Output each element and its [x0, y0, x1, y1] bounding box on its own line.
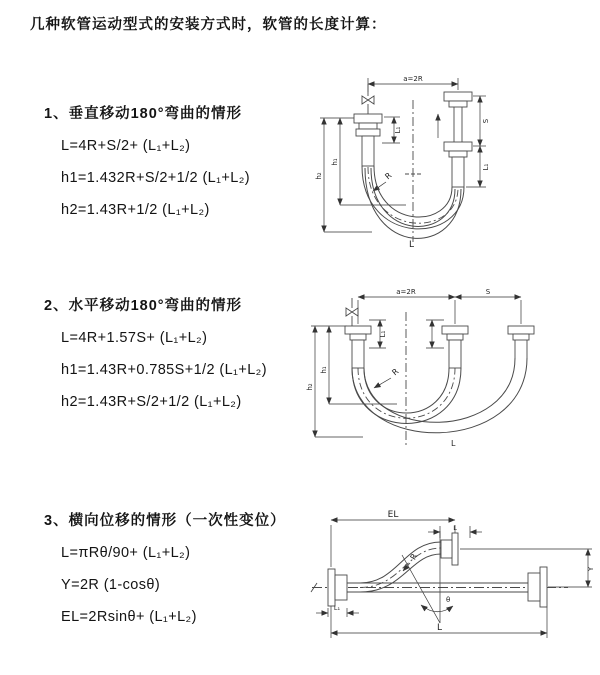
radius-label: R	[383, 170, 394, 182]
hose-s-curve	[360, 542, 441, 592]
radius-label: R	[390, 366, 401, 378]
dim-label-l1: L₁	[482, 163, 490, 171]
dimension-lines	[311, 297, 521, 437]
length-label: L	[451, 439, 456, 448]
formula-line: h1=1.43R+0.785S+1/2 (L₁+L₂)	[61, 362, 267, 378]
section-heading: 2、水平移动180°弯曲的情形	[44, 298, 243, 314]
section-heading: 1、垂直移动180°弯曲的情形	[44, 106, 243, 122]
dim-label-a2r: a=2R	[403, 75, 423, 83]
formula-line: h1=1.432R+S/2+1/2 (L₁+L₂)	[61, 170, 251, 186]
flange-fittings	[345, 326, 534, 368]
formula-line: h2=1.43R+S/2+1/2 (L₁+L₂)	[61, 394, 242, 410]
dim-label-el: EL	[387, 510, 399, 520]
section-horizontal-movement	[44, 290, 344, 418]
diagram-vertical-180-bend	[310, 70, 600, 260]
dim-label-l-top: L	[453, 524, 457, 532]
formula-line: L=4R+S/2+ (L₁+L₂)	[61, 138, 191, 154]
formula-line: h2=1.43R+1/2 (L₁+L₂)	[61, 202, 210, 218]
dim-label-a2r: a=2R	[396, 288, 416, 296]
dim-label-h2: h₂	[306, 383, 314, 391]
valve-icon	[362, 84, 374, 114]
length-label: L	[437, 623, 443, 633]
dim-label-h1: h₁	[331, 158, 339, 166]
hose-curves	[352, 358, 527, 433]
braided-section	[352, 340, 364, 368]
dim-label-l1: L₁	[379, 330, 387, 338]
braided-section	[449, 340, 461, 368]
formula-line: L=4R+1.57S+ (L₁+L₂)	[61, 330, 208, 346]
diagram-lateral-displacement	[300, 505, 600, 645]
section-heading: 3、横向位移的情形（一次性变位）	[44, 513, 286, 529]
radius-label: R	[408, 552, 420, 562]
dim-label-s: S	[482, 118, 490, 124]
valve-icon	[346, 298, 358, 326]
flange-fittings	[328, 533, 547, 607]
angle-label: θ	[446, 596, 451, 604]
page-title: 几种软管运动型式的安装方式时，软管的长度计算：	[30, 17, 387, 33]
formula-line: Y=2R (1-cosθ)	[61, 577, 161, 593]
braided-section	[362, 136, 374, 166]
dim-label-h2: h₂	[315, 172, 323, 180]
dim-label-s: S	[485, 288, 491, 296]
section-vertical-movement	[44, 98, 344, 226]
dim-label-h1: h₁	[320, 366, 328, 374]
length-label: L	[409, 240, 415, 250]
diagram-horizontal-180-bend	[305, 282, 555, 454]
formula-line: EL=2Rsinθ+ (L₁+L₂)	[61, 609, 197, 625]
dim-label-l1: L₁	[333, 604, 341, 612]
braided-section	[452, 157, 464, 187]
formula-line: L=πRθ/90+ (L₁+L₂)	[61, 545, 191, 561]
section-lateral-displacement	[44, 505, 344, 633]
dim-label-l1: L₁	[394, 126, 402, 134]
dim-label-y: Y	[587, 566, 595, 572]
